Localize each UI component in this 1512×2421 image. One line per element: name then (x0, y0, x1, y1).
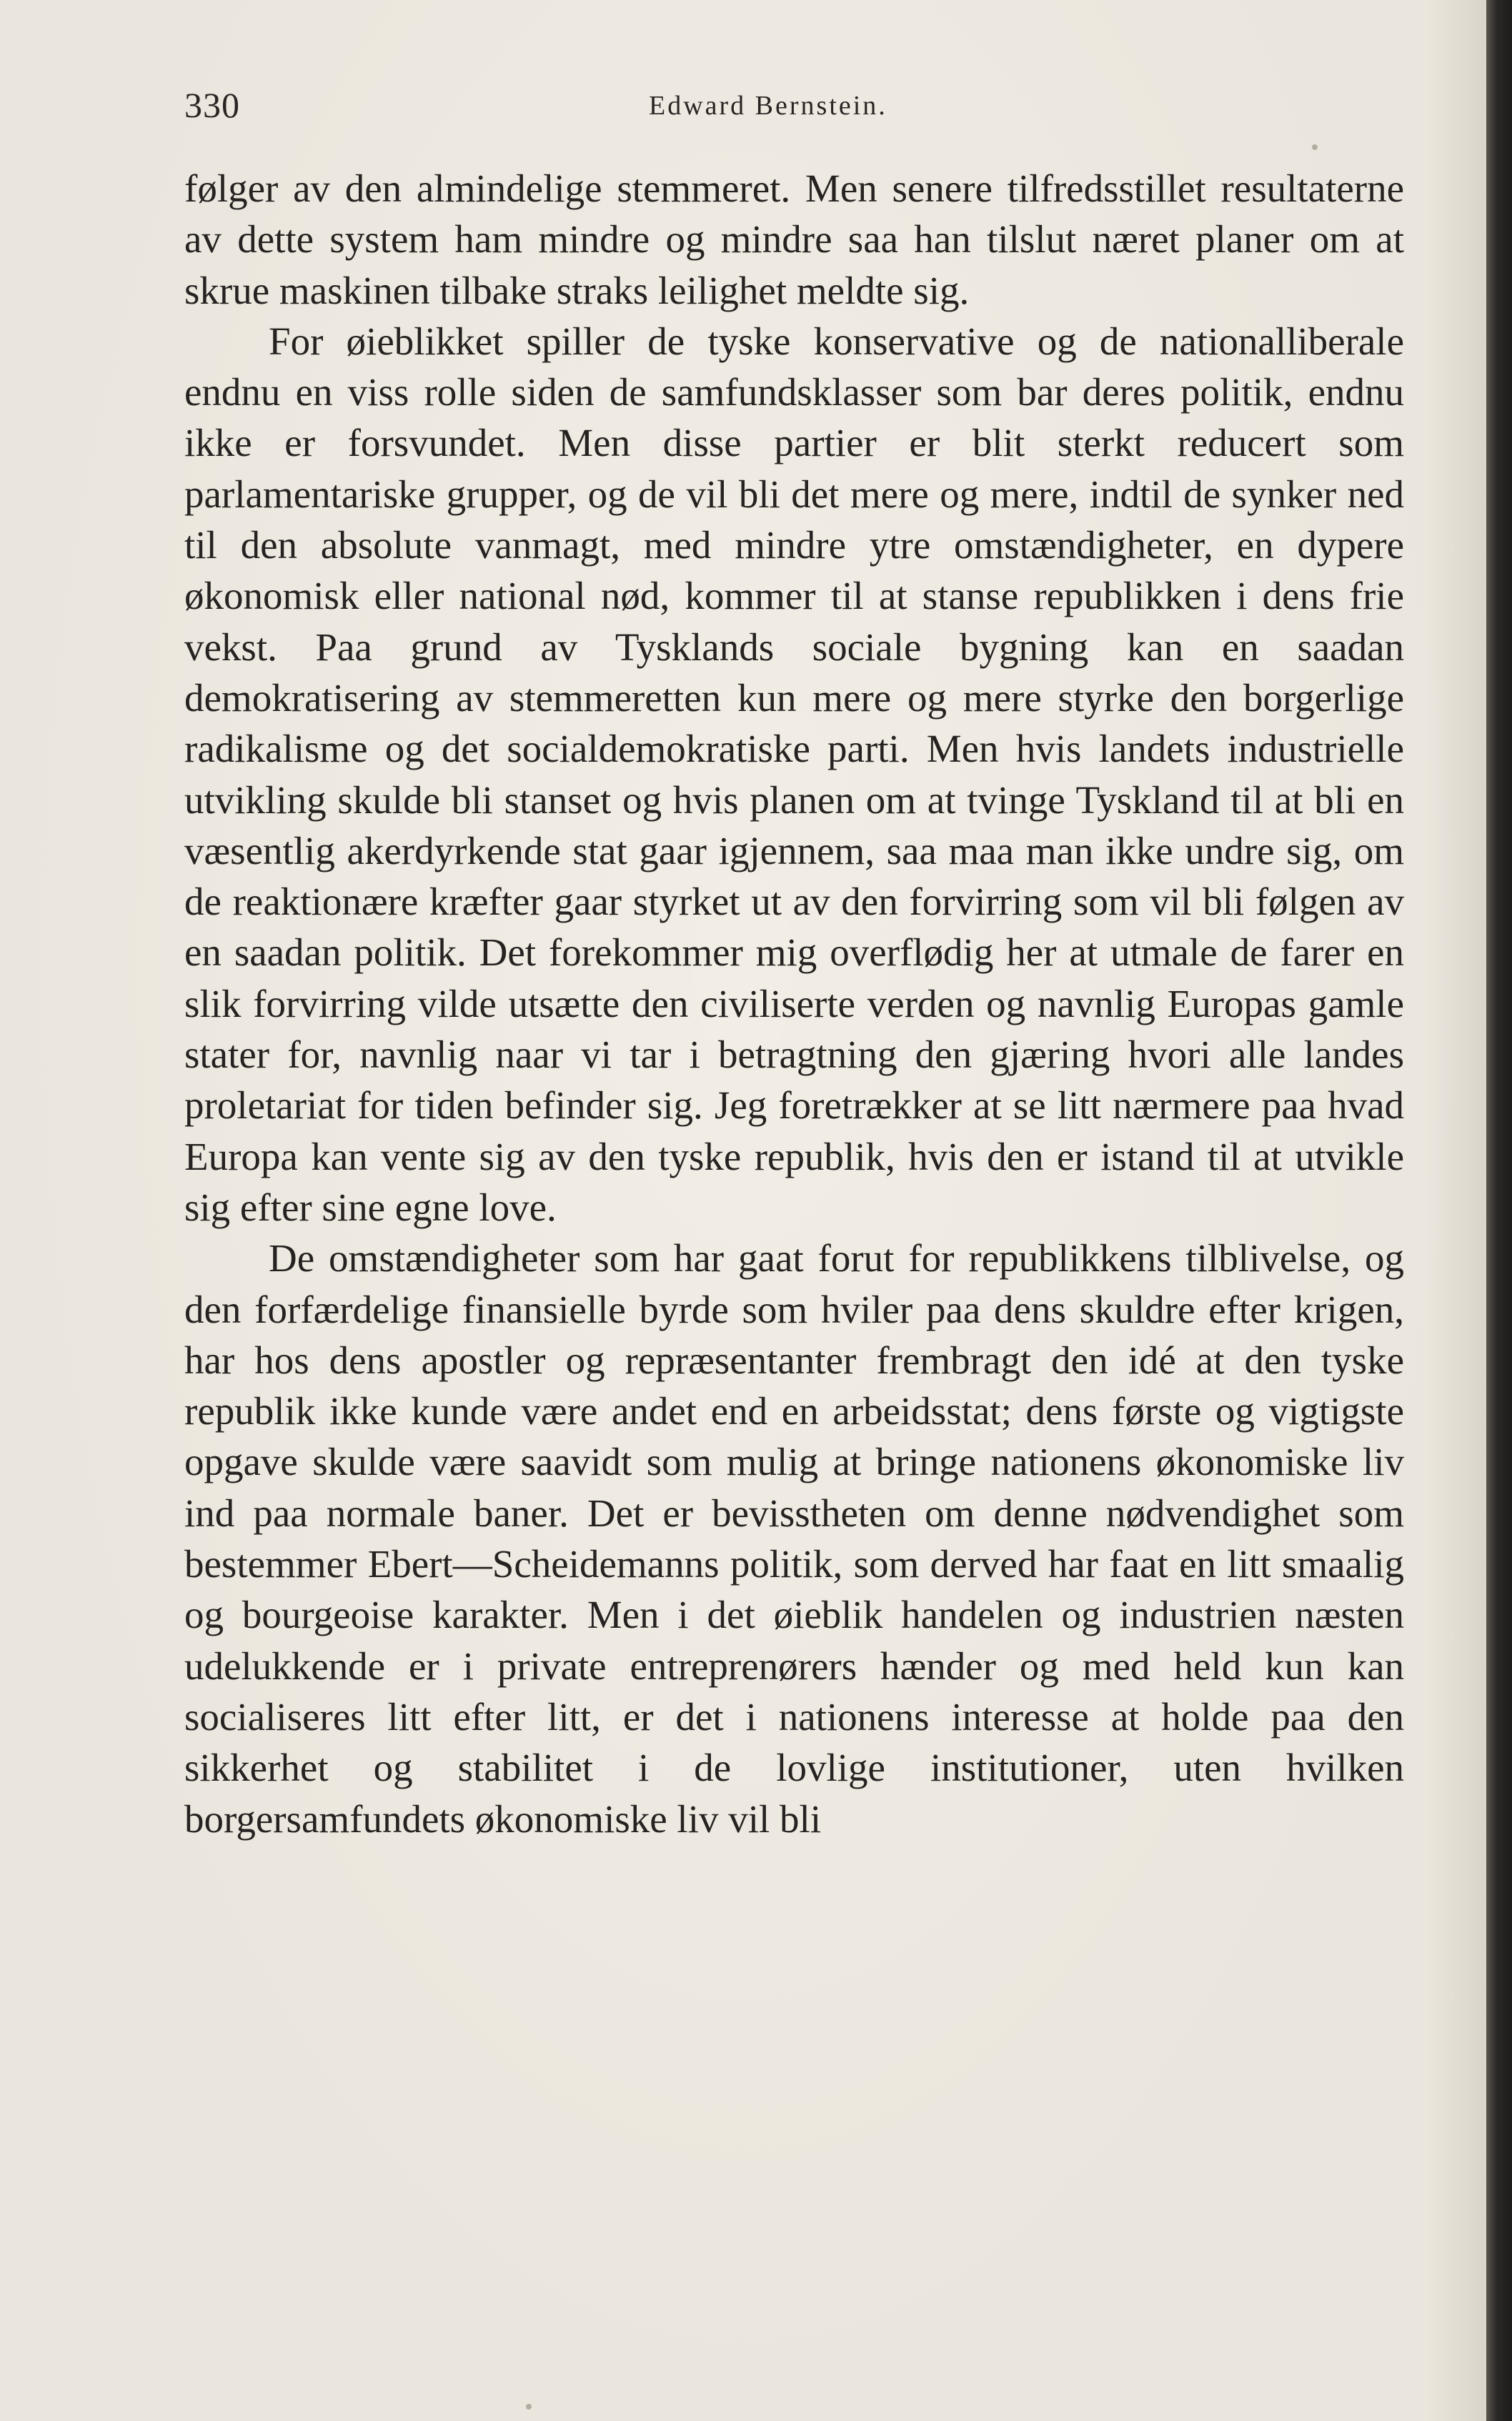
running-head (184, 84, 1404, 141)
paragraph-3: De omstændigheter som har gaat forut for republikkens tilblivelse, og den forfærdelige finansielle byrde som hviler paa dens skuldre efter krigen, har hos dens apostler og repræsentanter frembragt den idé at den tyske republik ikke kunde være andet end en arbeidsstat; dens første og vigtigste opgave skulde være saavidt som mulig at bringe nationens økonomiske liv ind paa normale baner. Det er bevisstheten om denne nødvendighet som bestemmer Ebert—Scheidemanns politik, som derved har faat en litt smaalig og bourgeoise karakter. Men i det øieblik handelen og industrien næsten udelukkende er i private entreprenørers hænder og med held kun kan socialiseres litt efter litt, er det i nationens interesse at holde paa den sikkerhet og stabilitet i de lovlige institutioner, uten hvilken borgersamfundets økonomiske liv vil bli (184, 1236, 1404, 1841)
page-edge-shadow (1486, 0, 1512, 2421)
paragraph-1: følger av den almindelige stemmeret. Men senere tilfredsstillet resultaterne av dette system ham mindre og mindre saa han tilslut næret planer om at skrue maskinen tilbake straks leilighet meldte sig. (184, 166, 1404, 312)
paper-speck (1312, 144, 1318, 150)
body-text (184, 163, 1404, 1844)
paper-speck (526, 2404, 532, 2410)
paragraph-2: For øieblikket spiller de tyske konservative og de nationalliberale endnu en viss rolle siden de samfundsklasser som bar deres politik, endnu ikke er forsvundet. Men disse partier er blit sterkt reducert som parlamentariske grupper, og de vil bli det mere og mere, indtil de synker ned til den absolute vanmagt, med mindre ytre omstændigheter, en dypere økonomisk eller national nød, kommer til at stanse republikken i dens frie vekst. Paa grund av Tysklands sociale bygning kan en saadan demokratisering av stemmeretten kun mere og mere styrke den borgerlige radikalisme og det socialdemokratiske parti. Men hvis landets industrielle utvikling skulde bli stanset og hvis planen om at tvinge Tyskland til at bli en væsentlig akerdyrkende stat gaar igjennem, saa maa man ikke undre sig, om de reaktionære kræfter gaar styrket ut av den forvirring som vil bli følgen av en saadan politik. Det forekommer mig overflødig her at utmale de farer en slik forvirring vilde utsætte den civiliserte verden og navnlig Europas gamle stater for, navnlig naar vi tar i betragtning den gjæring hvori alle landes proletariat for tiden befinder sig. Jeg foretrækker at se litt nærmere paa hvad Europa kan vente sig av den tyske republik, hvis den er istand til at utvikle sig efter sine egne love. (184, 319, 1404, 1229)
running-title: Edward Bernstein. (649, 91, 887, 121)
page-number: 330 (184, 85, 240, 125)
